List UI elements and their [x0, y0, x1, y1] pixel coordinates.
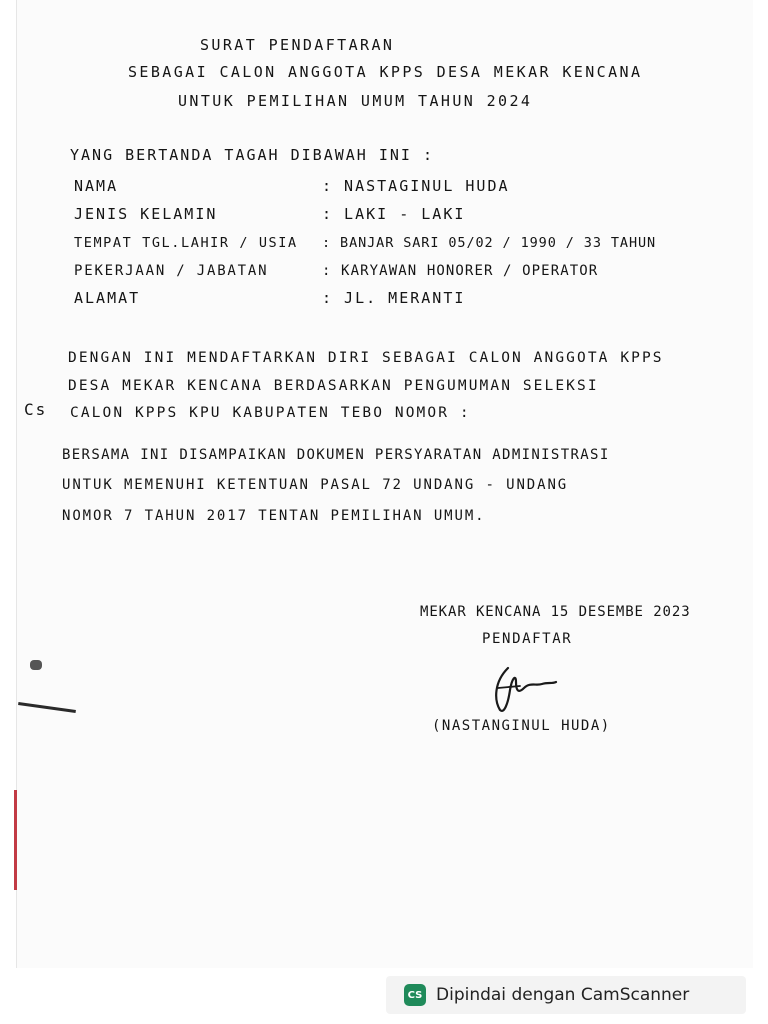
field-label-pekerjaan: PEKERJAAN / JABATAN: [74, 263, 269, 279]
field-value-nama: : NASTAGINUL HUDA: [322, 177, 510, 195]
paragraph2-line-1: BERSAMA INI DISAMPAIKAN DOKUMEN PERSYARATAN ADMINISTRASI: [62, 447, 610, 463]
field-label-ttl: TEMPAT TGL.LAHIR / USIA: [74, 235, 298, 251]
field-label-jenis-kelamin: JENIS KELAMIN: [74, 205, 218, 223]
field-label-alamat: ALAMAT: [74, 289, 141, 307]
closing-name: (NASTANGINUL HUDA): [432, 718, 611, 734]
field-value-alamat: : JL. MERANTI: [322, 289, 466, 307]
title-line-3: UNTUK PEMILIHAN UMUM TAHUN 2024: [178, 92, 533, 110]
title-line-2: SEBAGAI CALON ANGGOTA KPPS DESA MEKAR KENCANA: [128, 63, 643, 81]
paragraph2-line-2: UNTUK MEMENUHI KETENTUAN PASAL 72 UNDANG - UNDANG: [62, 477, 569, 493]
closing-place-date: MEKAR KENCANA 15 DESEMBE 2023: [420, 604, 691, 620]
field-label-nama: NAMA: [74, 177, 119, 195]
scan-artifact-dot: [30, 660, 42, 670]
paragraph1-line-3: CALON KPPS KPU KABUPATEN TEBO NOMOR :: [70, 405, 471, 421]
page-edge-mark: [14, 790, 17, 890]
paragraph1-line-1: DENGAN INI MENDAFTARKAN DIRI SEBAGAI CALON ANGGOTA KPPS: [68, 350, 664, 366]
field-value-ttl: : BANJAR SARI 05/02 / 1990 / 33 TAHUN: [322, 235, 657, 251]
camscanner-text: Dipindai dengan CamScanner: [436, 985, 690, 1005]
camscanner-icon: CS: [404, 984, 426, 1006]
margin-mark: Cs: [24, 400, 48, 419]
paragraph2-line-3: NOMOR 7 TAHUN 2017 TENTAN PEMILIHAN UMUM.: [62, 508, 486, 524]
paragraph1-line-2: DESA MEKAR KENCANA BERDASARKAN PENGUMUMAN SELEKSI: [68, 378, 599, 394]
field-value-jenis-kelamin: : LAKI - LAKI: [322, 205, 466, 223]
signature-icon: [486, 660, 566, 716]
camscanner-watermark: [386, 976, 746, 1014]
intro-text: YANG BERTANDA TAGAH DIBAWAH INI :: [70, 146, 435, 164]
field-value-pekerjaan: : KARYAWAN HONORER / OPERATOR: [322, 263, 599, 279]
closing-role: PENDAFTAR: [482, 631, 573, 647]
title-line-1: SURAT PENDAFTARAN: [200, 36, 395, 54]
